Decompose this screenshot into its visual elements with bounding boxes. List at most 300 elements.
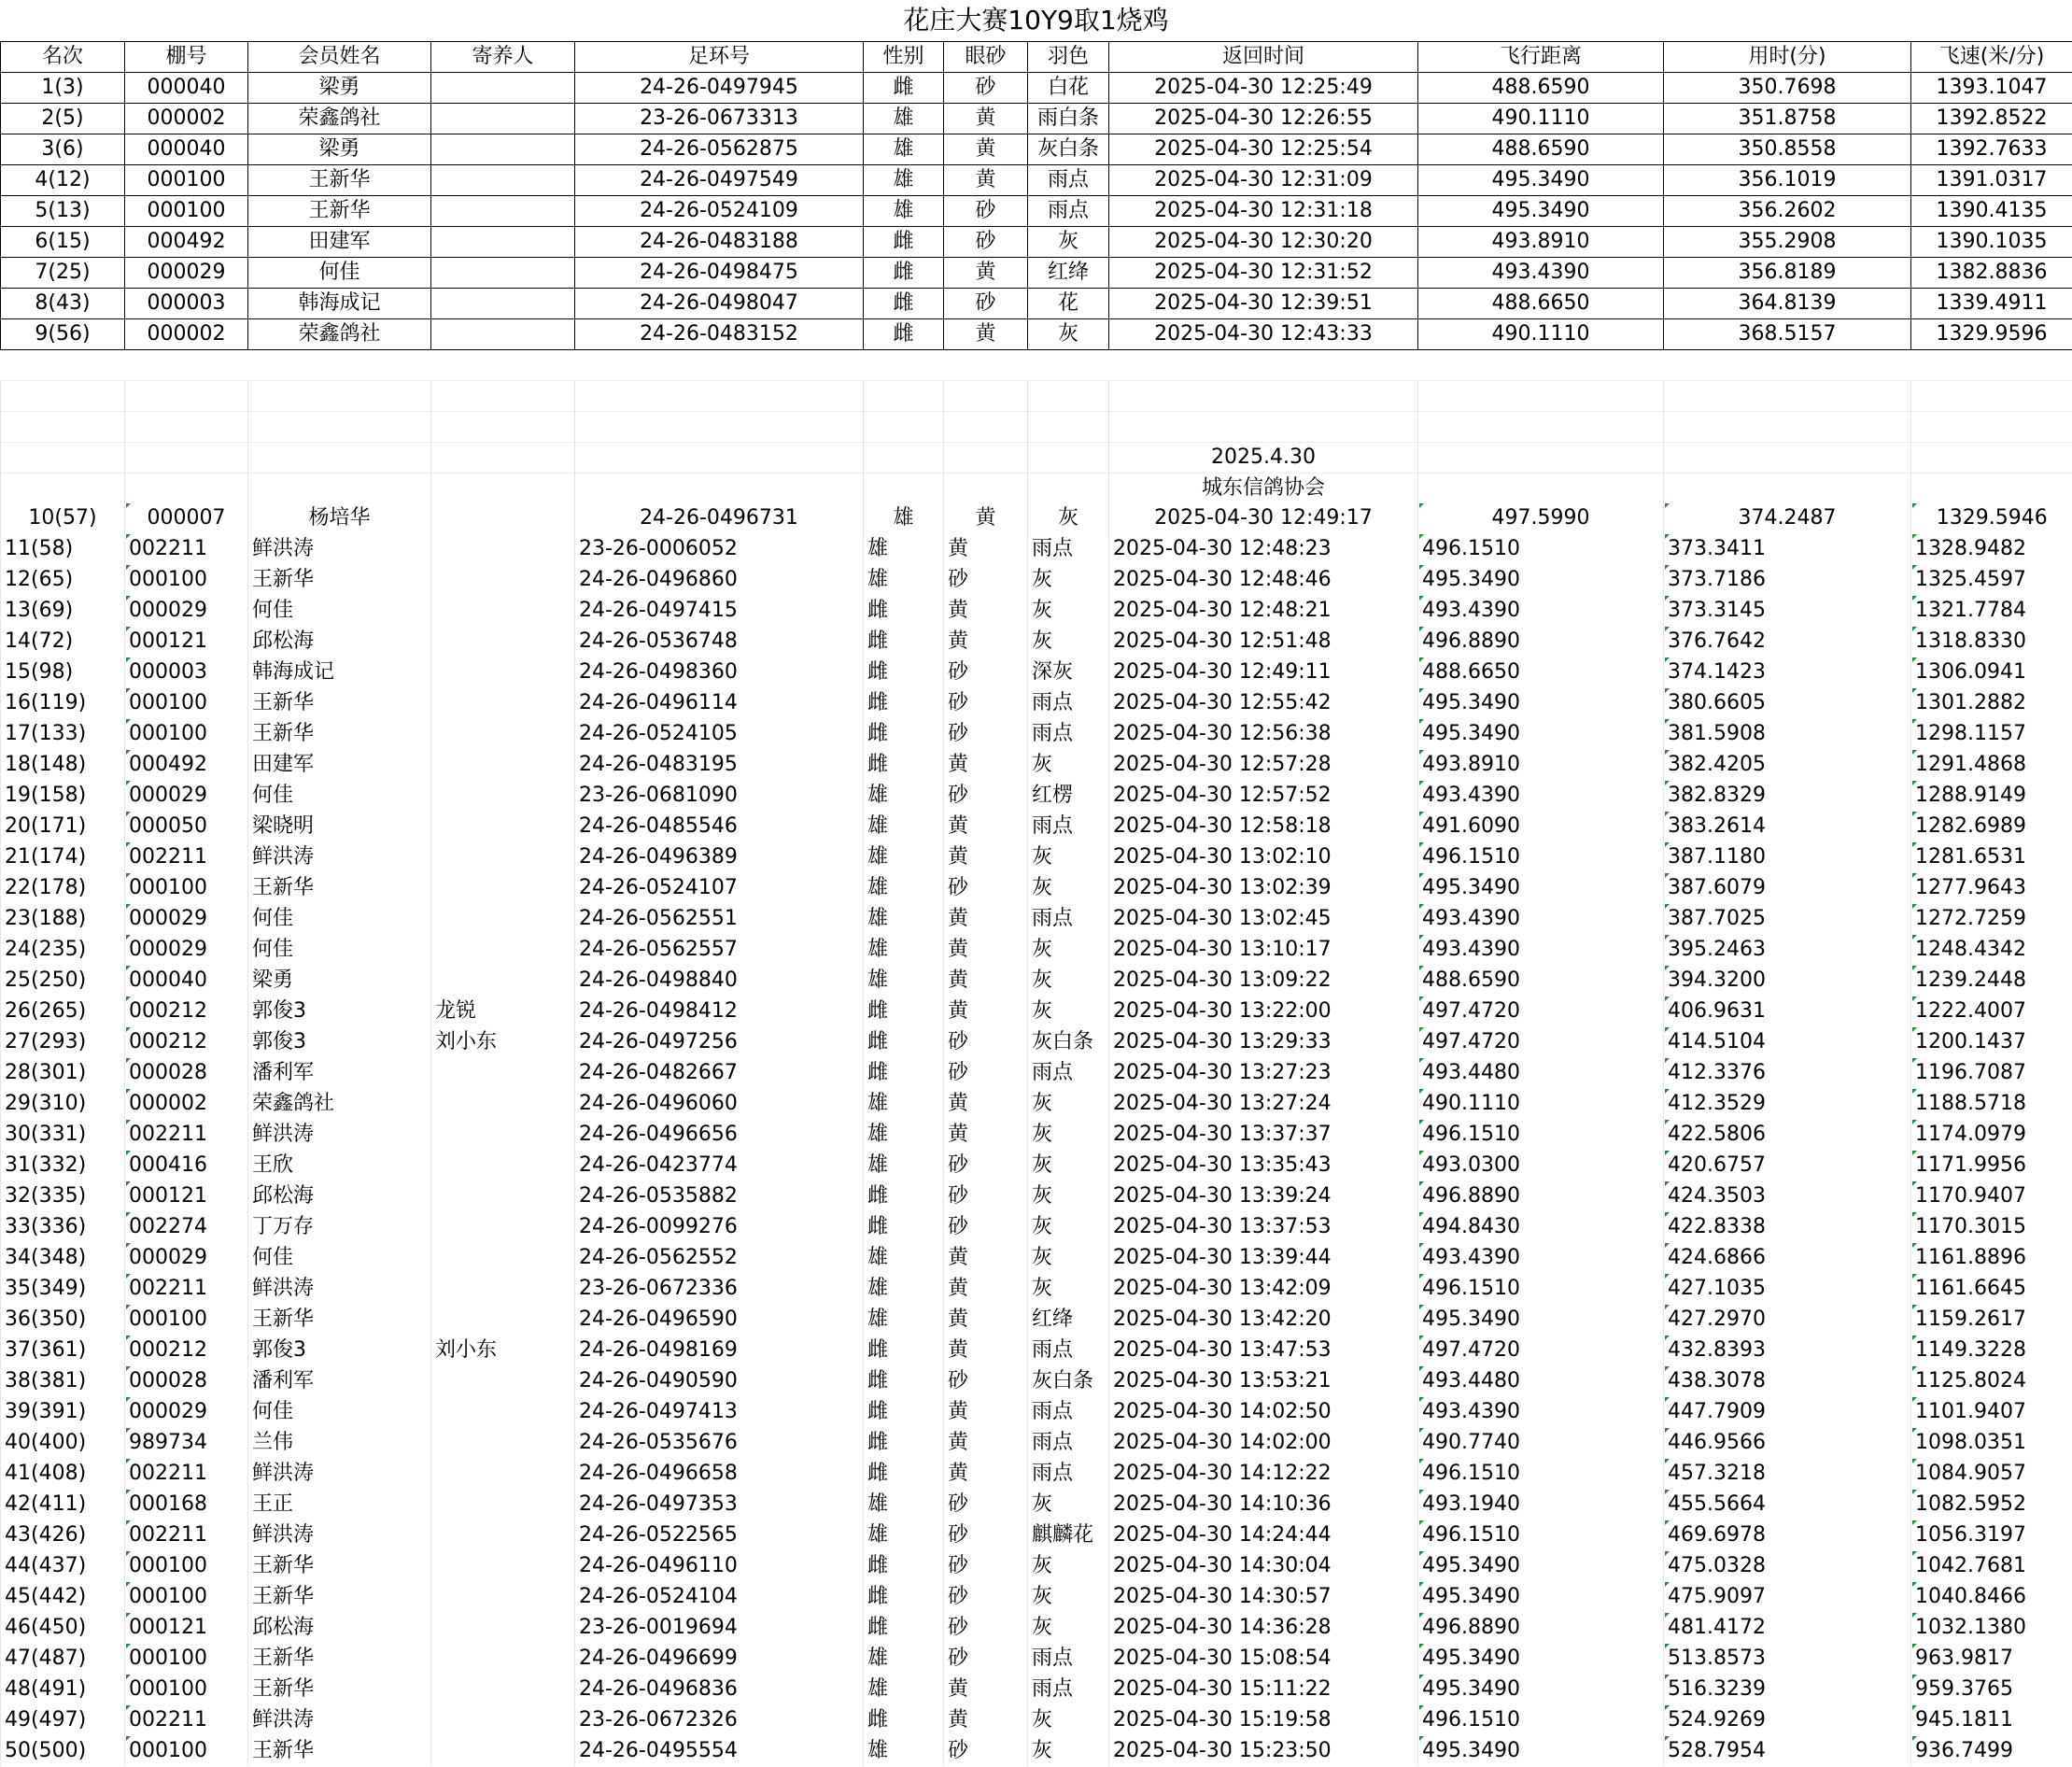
results-table-rest	[0, 533, 2072, 1766]
feather-cell: 灰	[1028, 841, 1109, 872]
time-min-cell: 516.3239	[1664, 1674, 1911, 1704]
feather-cell: 灰	[1028, 595, 1109, 626]
rank-cell: 30(331)	[1, 1119, 125, 1150]
foster-cell	[431, 1643, 575, 1674]
time-min-cell: 395.2463	[1664, 934, 1911, 965]
loft-no-cell: 002211	[125, 1520, 248, 1550]
member-name-cell: 田建军	[248, 227, 431, 258]
time-min-cell: 373.3411	[1664, 533, 1911, 564]
return-time-cell: 2025-04-30 12:57:52	[1109, 780, 1418, 811]
time-min-cell: 528.7954	[1664, 1735, 1911, 1766]
table-row	[1, 1180, 2072, 1211]
loft-no-cell: 000168	[125, 1489, 248, 1520]
table-row	[1, 196, 2072, 227]
distance-cell: 488.6590	[1418, 965, 1664, 996]
foster-cell	[431, 1674, 575, 1704]
foster-cell	[431, 1704, 575, 1735]
return-time-cell: 2025-04-30 13:39:44	[1109, 1242, 1418, 1273]
speed-cell: 963.9817	[1911, 1643, 2072, 1674]
loft-no-cell: 002211	[125, 1704, 248, 1735]
eye-cell: 黄	[944, 165, 1028, 196]
return-time-cell: 2025-04-30 12:31:09	[1109, 165, 1418, 196]
ring-no-cell: 24-26-0536748	[575, 626, 864, 657]
member-name-cell: 韩海成记	[248, 657, 431, 687]
rank-cell: 48(491)	[1, 1674, 125, 1704]
speed-cell: 1170.3015	[1911, 1211, 2072, 1242]
return-time-cell: 2025-04-30 12:58:18	[1109, 811, 1418, 841]
rank-cell: 22(178)	[1, 872, 125, 903]
eye-cell: 黄	[944, 134, 1028, 165]
speed-cell: 1125.8024	[1911, 1365, 2072, 1396]
feather-cell: 灰	[1028, 502, 1109, 533]
return-time-cell: 2025-04-30 12:39:51	[1109, 289, 1418, 319]
ring-no-cell: 24-26-0498360	[575, 657, 864, 687]
member-name-cell: 梁晓明	[248, 811, 431, 841]
foster-cell	[431, 134, 575, 165]
speed-cell: 1188.5718	[1911, 1088, 2072, 1119]
time-min-cell: 446.9566	[1664, 1427, 1911, 1458]
ring-no-cell: 24-26-0496110	[575, 1550, 864, 1581]
rank-cell: 1(3)	[1, 73, 125, 104]
table-row	[1, 73, 2072, 104]
ring-no-cell: 23-26-0673313	[575, 104, 864, 134]
table-row	[1, 965, 2072, 996]
eye-cell: 砂	[944, 1581, 1028, 1612]
feather-cell: 雨点	[1028, 1396, 1109, 1427]
eye-cell: 黄	[944, 595, 1028, 626]
loft-no-cell: 000100	[125, 165, 248, 196]
foster-cell	[431, 903, 575, 934]
member-name-cell: 王新华	[248, 1304, 431, 1335]
sex-cell: 雌	[864, 1180, 944, 1211]
loft-no-cell: 000002	[125, 1088, 248, 1119]
ring-no-cell: 23-26-0672326	[575, 1704, 864, 1735]
member-name-cell: 王新华	[248, 1581, 431, 1612]
feather-cell: 灰	[1028, 1581, 1109, 1612]
rank-cell: 35(349)	[1, 1273, 125, 1304]
member-name-cell: 鲜洪涛	[248, 1704, 431, 1735]
distance-cell: 495.3490	[1418, 1643, 1664, 1674]
sex-cell: 雌	[864, 1704, 944, 1735]
foster-cell	[431, 196, 575, 227]
eye-cell: 砂	[944, 289, 1028, 319]
return-time-cell: 2025-04-30 13:02:39	[1109, 872, 1418, 903]
return-time-cell: 2025-04-30 13:10:17	[1109, 934, 1418, 965]
return-time-cell: 2025-04-30 12:26:55	[1109, 104, 1418, 134]
eye-cell: 砂	[944, 1026, 1028, 1057]
distance-cell: 493.4390	[1418, 780, 1664, 811]
sex-cell: 雌	[864, 289, 944, 319]
speed-cell: 1392.7633	[1911, 134, 2072, 165]
distance-cell: 493.4480	[1418, 1365, 1664, 1396]
member-name-cell: 王新华	[248, 872, 431, 903]
table-row	[1, 780, 2072, 811]
distance-cell: 488.6590	[1418, 134, 1664, 165]
loft-no-cell: 000029	[125, 1242, 248, 1273]
ring-no-cell: 24-26-0483188	[575, 227, 864, 258]
speed-cell: 1174.0979	[1911, 1119, 2072, 1150]
eye-cell: 黄	[944, 996, 1028, 1026]
rank-cell: 11(58)	[1, 533, 125, 564]
ring-no-cell: 24-26-0099276	[575, 1211, 864, 1242]
feather-cell: 雨点	[1028, 1458, 1109, 1489]
speed-cell: 1390.4135	[1911, 196, 2072, 227]
rank-cell: 2(5)	[1, 104, 125, 134]
blank-row	[1, 381, 2072, 412]
foster-cell	[431, 1489, 575, 1520]
speed-cell: 1196.7087	[1911, 1057, 2072, 1088]
rank-cell: 28(301)	[1, 1057, 125, 1088]
eye-cell: 黄	[944, 1119, 1028, 1150]
rank-cell: 13(69)	[1, 595, 125, 626]
feather-cell: 灰	[1028, 1489, 1109, 1520]
rank-cell: 31(332)	[1, 1150, 125, 1180]
speed-cell: 1084.9057	[1911, 1458, 2072, 1489]
sex-cell: 雄	[864, 104, 944, 134]
member-name-cell: 郭俊3	[248, 1026, 431, 1057]
foster-cell	[431, 533, 575, 564]
eye-cell: 砂	[944, 73, 1028, 104]
ring-no-cell: 24-26-0562875	[575, 134, 864, 165]
notes-area	[0, 380, 2072, 504]
return-time-cell: 2025-04-30 12:25:49	[1109, 73, 1418, 104]
sex-cell: 雄	[864, 780, 944, 811]
member-name-cell: 王欣	[248, 1150, 431, 1180]
header-ring-no: 足环号	[575, 42, 864, 73]
note-row-org	[1, 474, 2072, 504]
distance-cell: 496.1510	[1418, 1704, 1664, 1735]
sex-cell: 雄	[864, 1489, 944, 1520]
member-name-cell: 鲜洪涛	[248, 841, 431, 872]
time-min-cell: 475.9097	[1664, 1581, 1911, 1612]
foster-cell	[431, 1581, 575, 1612]
feather-cell: 灰	[1028, 934, 1109, 965]
distance-cell: 495.3490	[1418, 1550, 1664, 1581]
sex-cell: 雄	[864, 196, 944, 227]
speed-cell: 1149.3228	[1911, 1335, 2072, 1365]
member-name-cell: 潘利军	[248, 1365, 431, 1396]
foster-cell	[431, 502, 575, 533]
speed-cell: 1281.6531	[1911, 841, 2072, 872]
distance-cell: 490.1110	[1418, 1088, 1664, 1119]
distance-cell: 493.4480	[1418, 1057, 1664, 1088]
distance-cell: 496.1510	[1418, 841, 1664, 872]
foster-cell	[431, 657, 575, 687]
foster-cell	[431, 595, 575, 626]
member-name-cell: 荣鑫鸽社	[248, 319, 431, 350]
return-time-cell: 2025-04-30 14:02:00	[1109, 1427, 1418, 1458]
table-row	[1, 1735, 2072, 1766]
member-name-cell: 王新华	[248, 196, 431, 227]
rank-cell: 47(487)	[1, 1643, 125, 1674]
table-row	[1, 841, 2072, 872]
distance-cell: 488.6590	[1418, 73, 1664, 104]
speed-cell: 1301.2882	[1911, 687, 2072, 718]
time-min-cell: 382.4205	[1664, 749, 1911, 780]
distance-cell: 490.1110	[1418, 319, 1664, 350]
table-row	[1, 811, 2072, 841]
time-min-cell: 376.7642	[1664, 626, 1911, 657]
header-eye: 眼砂	[944, 42, 1028, 73]
time-min-cell: 387.7025	[1664, 903, 1911, 934]
feather-cell: 白花	[1028, 73, 1109, 104]
return-time-cell: 2025-04-30 15:08:54	[1109, 1643, 1418, 1674]
eye-cell: 黄	[944, 1304, 1028, 1335]
foster-cell	[431, 1304, 575, 1335]
speed-cell: 1101.9407	[1911, 1396, 2072, 1427]
ring-no-cell: 24-26-0497413	[575, 1396, 864, 1427]
time-min-cell: 412.3529	[1664, 1088, 1911, 1119]
speed-cell: 1248.4342	[1911, 934, 2072, 965]
ring-no-cell: 24-26-0496699	[575, 1643, 864, 1674]
loft-no-cell: 000100	[125, 1550, 248, 1581]
loft-no-cell: 002211	[125, 1458, 248, 1489]
eye-cell: 砂	[944, 718, 1028, 749]
sex-cell: 雄	[864, 165, 944, 196]
rank-cell: 43(426)	[1, 1520, 125, 1550]
loft-no-cell: 000100	[125, 687, 248, 718]
table-row	[1, 1396, 2072, 1427]
eye-cell: 黄	[944, 1674, 1028, 1704]
speed-cell: 1382.8836	[1911, 258, 2072, 289]
time-min-cell: 350.8558	[1664, 134, 1911, 165]
eye-cell: 砂	[944, 1612, 1028, 1643]
header-speed: 飞速(米/分)	[1911, 42, 2072, 73]
loft-no-cell: 000028	[125, 1057, 248, 1088]
speed-cell: 1306.0941	[1911, 657, 2072, 687]
distance-cell: 495.3490	[1418, 1581, 1664, 1612]
sex-cell: 雌	[864, 595, 944, 626]
distance-cell: 497.4720	[1418, 1335, 1664, 1365]
return-time-cell: 2025-04-30 13:09:22	[1109, 965, 1418, 996]
loft-no-cell: 000100	[125, 564, 248, 595]
feather-cell: 灰	[1028, 1704, 1109, 1735]
time-min-cell: 432.8393	[1664, 1335, 1911, 1365]
rank-cell: 50(500)	[1, 1735, 125, 1766]
feather-cell: 灰	[1028, 1242, 1109, 1273]
speed-cell: 1272.7259	[1911, 903, 2072, 934]
return-time-cell: 2025-04-30 12:48:23	[1109, 533, 1418, 564]
ring-no-cell: 24-26-0498475	[575, 258, 864, 289]
return-time-cell: 2025-04-30 14:10:36	[1109, 1489, 1418, 1520]
rank-cell: 5(13)	[1, 196, 125, 227]
sex-cell: 雌	[864, 258, 944, 289]
foster-cell	[431, 780, 575, 811]
speed-cell: 1277.9643	[1911, 872, 2072, 903]
return-time-cell: 2025-04-30 14:24:44	[1109, 1520, 1418, 1550]
member-name-cell: 何佳	[248, 780, 431, 811]
ring-no-cell: 24-26-0496114	[575, 687, 864, 718]
return-time-cell: 2025-04-30 14:30:04	[1109, 1550, 1418, 1581]
eye-cell: 砂	[944, 1735, 1028, 1766]
table-row	[1, 134, 2072, 165]
foster-cell	[431, 934, 575, 965]
speed-cell: 1393.1047	[1911, 73, 2072, 104]
ring-no-cell: 24-26-0562557	[575, 934, 864, 965]
speed-cell: 1222.4007	[1911, 996, 2072, 1026]
member-name-cell: 兰伟	[248, 1427, 431, 1458]
ring-no-cell: 24-26-0485546	[575, 811, 864, 841]
member-name-cell: 荣鑫鸽社	[248, 104, 431, 134]
table-row	[1, 1550, 2072, 1581]
feather-cell: 灰	[1028, 626, 1109, 657]
time-min-cell: 387.6079	[1664, 872, 1911, 903]
ring-no-cell: 24-26-0524107	[575, 872, 864, 903]
sex-cell: 雌	[864, 626, 944, 657]
table-row	[1, 1242, 2072, 1273]
eye-cell: 黄	[944, 965, 1028, 996]
time-min-cell: 374.1423	[1664, 657, 1911, 687]
table-row	[1, 289, 2072, 319]
loft-no-cell: 000003	[125, 657, 248, 687]
table-row	[1, 104, 2072, 134]
sex-cell: 雄	[864, 1643, 944, 1674]
loft-no-cell: 000100	[125, 1674, 248, 1704]
foster-cell	[431, 564, 575, 595]
speed-cell: 1390.1035	[1911, 227, 2072, 258]
distance-cell: 493.4390	[1418, 258, 1664, 289]
sex-cell: 雄	[864, 965, 944, 996]
date-note: 2025.4.30	[1109, 443, 1418, 474]
feather-cell: 雨白条	[1028, 104, 1109, 134]
time-min-cell: 457.3218	[1664, 1458, 1911, 1489]
loft-no-cell: 000212	[125, 1335, 248, 1365]
ring-no-cell: 24-26-0483195	[575, 749, 864, 780]
table-row	[1, 533, 2072, 564]
feather-cell: 灰	[1028, 319, 1109, 350]
table-row	[1, 165, 2072, 196]
ring-no-cell: 24-26-0482667	[575, 1057, 864, 1088]
feather-cell: 雨点	[1028, 533, 1109, 564]
time-min-cell: 475.0328	[1664, 1550, 1911, 1581]
speed-cell: 1392.8522	[1911, 104, 2072, 134]
loft-no-cell: 000100	[125, 872, 248, 903]
sex-cell: 雌	[864, 1550, 944, 1581]
foster-cell: 刘小东	[431, 1335, 575, 1365]
eye-cell: 黄	[944, 502, 1028, 533]
time-min-cell: 387.1180	[1664, 841, 1911, 872]
time-min-cell: 381.5908	[1664, 718, 1911, 749]
sex-cell: 雄	[864, 1150, 944, 1180]
feather-cell: 红楞	[1028, 780, 1109, 811]
loft-no-cell: 000029	[125, 595, 248, 626]
rank-cell: 16(119)	[1, 687, 125, 718]
sex-cell: 雌	[864, 657, 944, 687]
sex-cell: 雌	[864, 319, 944, 350]
header-loft-no: 棚号	[125, 42, 248, 73]
return-time-cell: 2025-04-30 13:42:09	[1109, 1273, 1418, 1304]
rank-cell: 24(235)	[1, 934, 125, 965]
table-row	[1, 1612, 2072, 1643]
foster-cell	[431, 965, 575, 996]
loft-no-cell: 000007	[125, 502, 248, 533]
loft-no-cell: 000121	[125, 626, 248, 657]
return-time-cell: 2025-04-30 12:31:52	[1109, 258, 1418, 289]
sex-cell: 雄	[864, 502, 944, 533]
member-name-cell: 郭俊3	[248, 1335, 431, 1365]
table-row	[1, 1581, 2072, 1612]
return-time-cell: 2025-04-30 12:31:18	[1109, 196, 1418, 227]
member-name-cell: 鲜洪涛	[248, 1273, 431, 1304]
page-title: 花庄大赛10Y9取1烧鸡	[903, 5, 1169, 35]
table-row	[1, 996, 2072, 1026]
return-time-cell: 2025-04-30 14:12:22	[1109, 1458, 1418, 1489]
sex-cell: 雄	[864, 872, 944, 903]
member-name-cell: 潘利军	[248, 1057, 431, 1088]
sex-cell: 雌	[864, 73, 944, 104]
distance-cell: 493.8910	[1418, 227, 1664, 258]
member-name-cell: 王新华	[248, 1674, 431, 1704]
ring-no-cell: 24-26-0562551	[575, 903, 864, 934]
return-time-cell: 2025-04-30 13:27:23	[1109, 1057, 1418, 1088]
member-name-cell: 何佳	[248, 903, 431, 934]
eye-cell: 黄	[944, 1458, 1028, 1489]
sex-cell: 雄	[864, 1273, 944, 1304]
time-min-cell: 406.9631	[1664, 996, 1911, 1026]
table-row	[1, 564, 2072, 595]
sex-cell: 雌	[864, 1612, 944, 1643]
member-name-cell: 鲜洪涛	[248, 1119, 431, 1150]
rank-cell: 44(437)	[1, 1550, 125, 1581]
distance-cell: 493.8910	[1418, 749, 1664, 780]
feather-cell: 雨点	[1028, 1643, 1109, 1674]
table-row	[1, 1365, 2072, 1396]
table-row	[1, 258, 2072, 289]
return-time-cell: 2025-04-30 14:36:28	[1109, 1612, 1418, 1643]
rank-cell: 10(57)	[1, 502, 125, 533]
loft-no-cell: 002274	[125, 1211, 248, 1242]
time-min-cell: 455.5664	[1664, 1489, 1911, 1520]
table-row	[1, 1211, 2072, 1242]
ring-no-cell: 24-26-0497353	[575, 1489, 864, 1520]
loft-no-cell: 000003	[125, 289, 248, 319]
feather-cell: 灰	[1028, 996, 1109, 1026]
feather-cell: 雨点	[1028, 811, 1109, 841]
feather-cell: 雨点	[1028, 1427, 1109, 1458]
time-min-cell: 380.6605	[1664, 687, 1911, 718]
eye-cell: 黄	[944, 533, 1028, 564]
rank-cell: 33(336)	[1, 1211, 125, 1242]
distance-cell: 497.4720	[1418, 1026, 1664, 1057]
ring-no-cell: 24-26-0522565	[575, 1520, 864, 1550]
foster-cell	[431, 687, 575, 718]
feather-cell: 灰	[1028, 564, 1109, 595]
time-min-cell: 356.1019	[1664, 165, 1911, 196]
speed-cell: 1318.8330	[1911, 626, 2072, 657]
return-time-cell: 2025-04-30 13:39:24	[1109, 1180, 1418, 1211]
ring-no-cell: 24-26-0497256	[575, 1026, 864, 1057]
distance-cell: 495.3490	[1418, 1674, 1664, 1704]
ring-no-cell: 23-26-0672336	[575, 1273, 864, 1304]
eye-cell: 黄	[944, 104, 1028, 134]
member-name-cell: 梁勇	[248, 73, 431, 104]
time-min-cell: 374.2487	[1664, 502, 1911, 533]
table-row	[1, 1304, 2072, 1335]
ring-no-cell: 23-26-0006052	[575, 533, 864, 564]
ring-no-cell: 24-26-0496836	[575, 1674, 864, 1704]
speed-cell: 1161.6645	[1911, 1273, 2072, 1304]
speed-cell: 1098.0351	[1911, 1427, 2072, 1458]
loft-no-cell: 002211	[125, 1119, 248, 1150]
feather-cell: 红绛	[1028, 258, 1109, 289]
table-row	[1, 1273, 2072, 1304]
feather-cell: 花	[1028, 289, 1109, 319]
eye-cell: 黄	[944, 319, 1028, 350]
eye-cell: 黄	[944, 1335, 1028, 1365]
table-row	[1, 903, 2072, 934]
org-note: 城东信鸽协会	[1109, 474, 1418, 504]
rank-cell: 40(400)	[1, 1427, 125, 1458]
